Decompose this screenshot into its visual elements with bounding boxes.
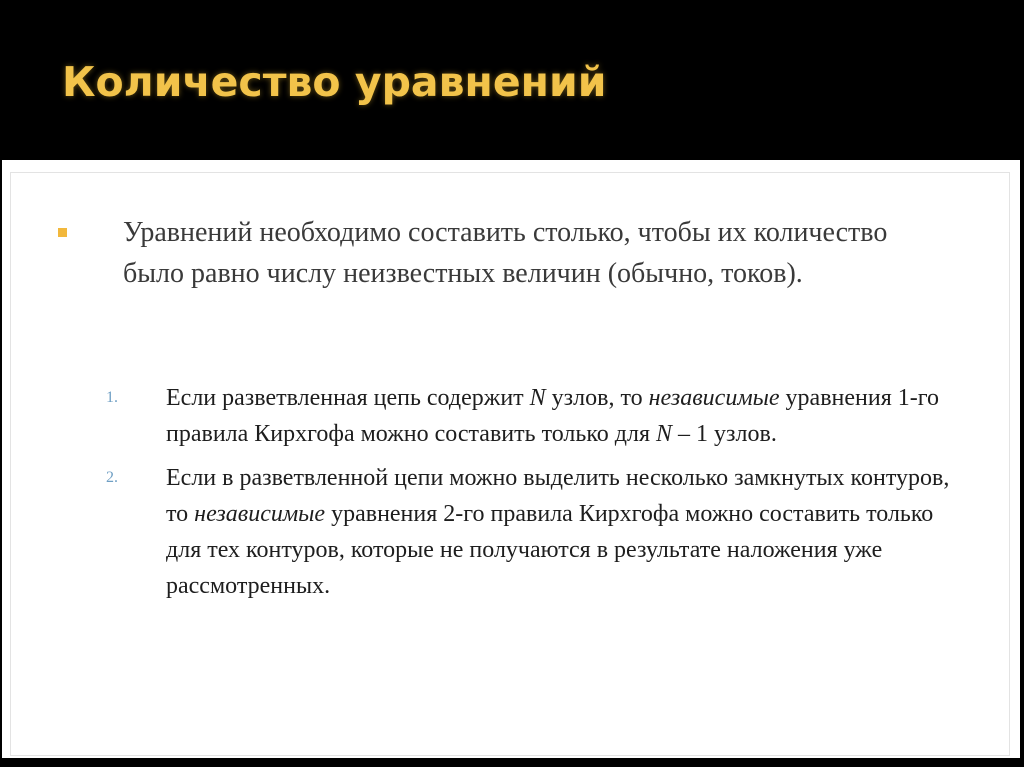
list-item-text [166,460,970,604]
emphasis-text: независимые [648,385,780,411]
variable-n: N [656,421,673,447]
text-segment: уравнения 1-го правила Кирхгофа можно составить только для [166,385,939,447]
list-number: 1. [106,389,118,406]
text-segment: уравнения 2-го правила Кирхгофа можно составить только для тех контуров, которые не получаются в результате наложения уже рассмотренных. [166,501,934,599]
slide-title: Количество уравнений [62,58,607,106]
list-item [100,380,970,452]
numbered-list [100,380,970,604]
list-number: 2. [106,469,118,486]
square-bullet-icon [58,228,67,237]
title-band [0,0,1024,158]
variable-n: N [529,385,546,411]
text-segment: узлов, то [545,385,649,411]
text-segment: Если разветвленная цепь содержит [166,385,530,411]
list-item-text [166,380,970,452]
text-segment: Если в разветвленной цепи можно выделить несколько замкнутых контуров, то [166,465,950,527]
bullet-text: Уравнений необходимо составить столько, чтобы их количество было равно числу неизвестных величин (обычно, токов). [123,217,888,289]
text-segment: – 1 узлов. [672,421,777,447]
list-item [100,460,970,604]
emphasis-text: независимые [194,501,326,527]
